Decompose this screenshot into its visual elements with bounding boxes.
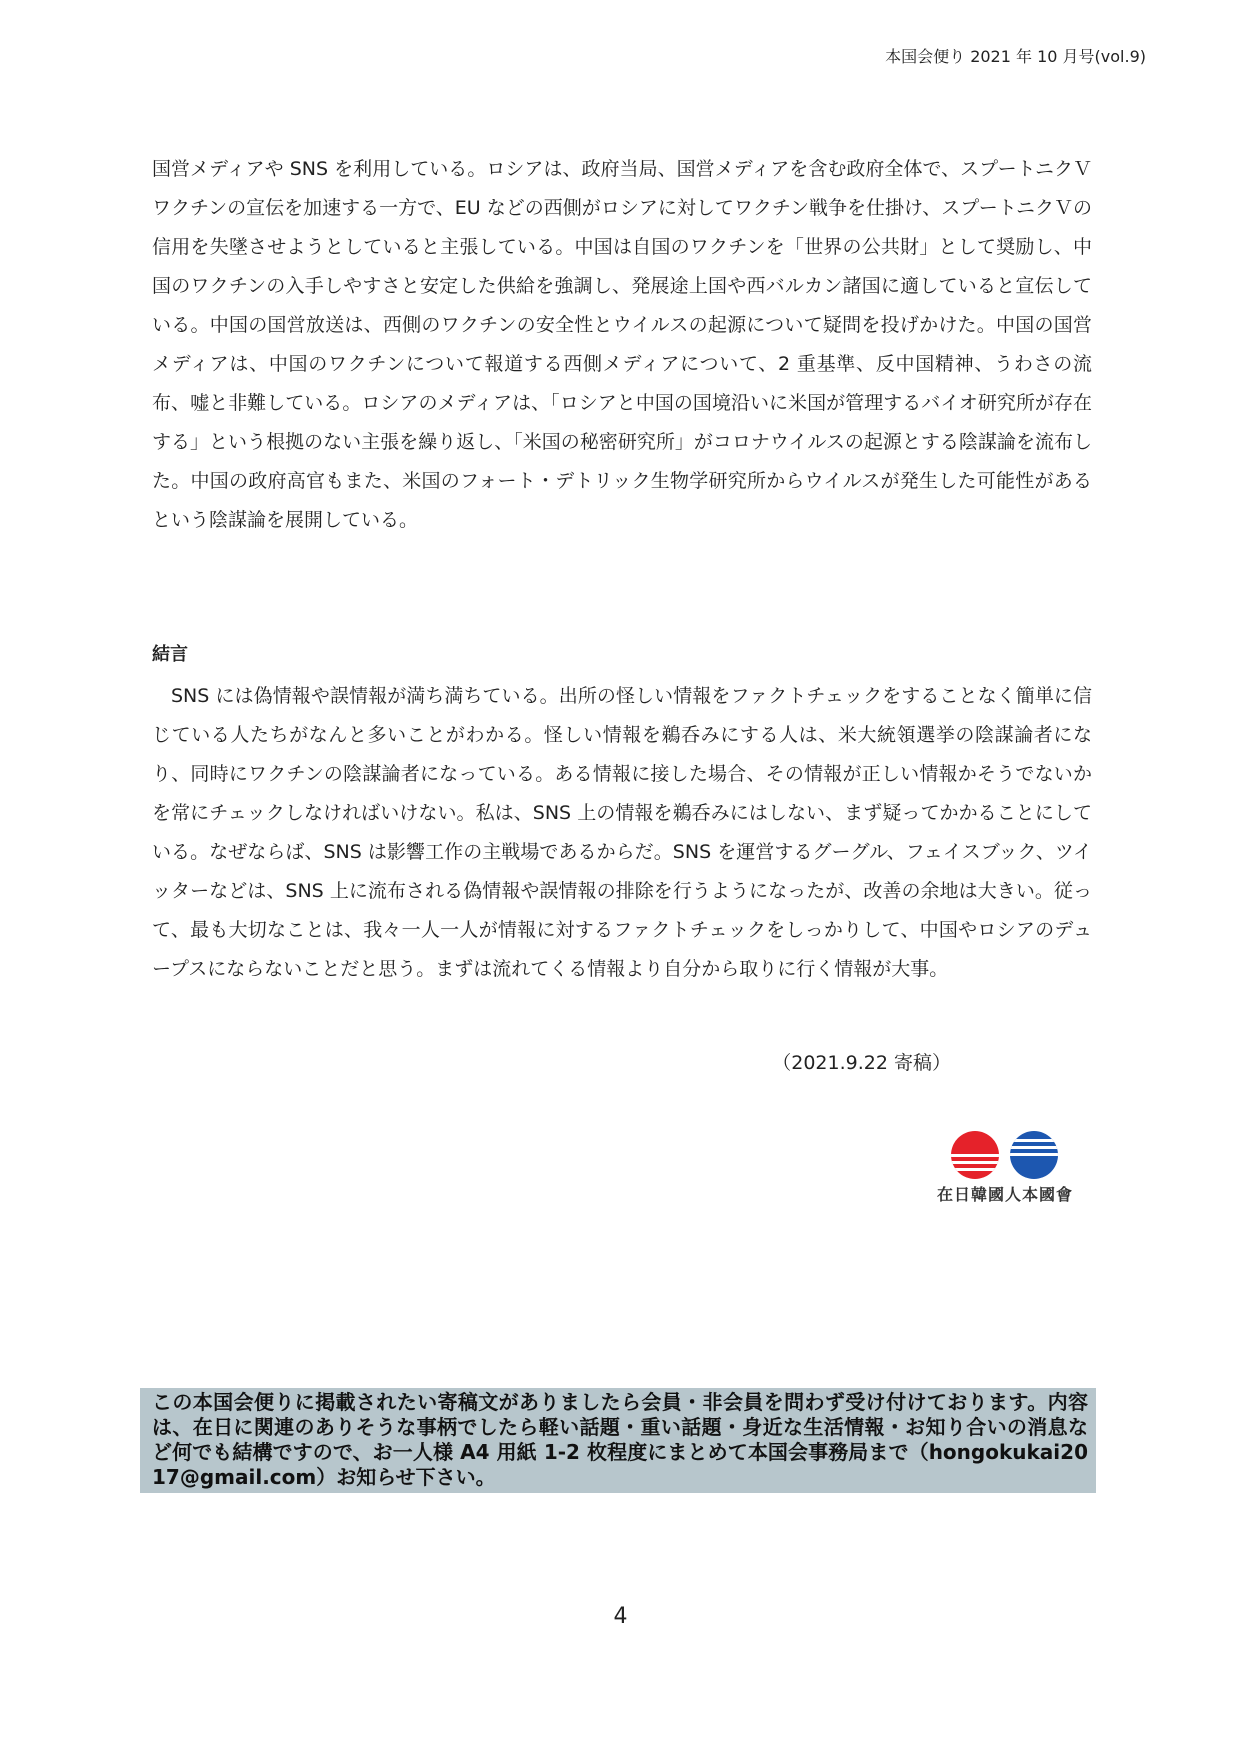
- conclusion-paragraph: SNS には偽情報や誤情報が満ち満ちている。出所の怪しい情報をファクトチェックをすることなく簡単に信じている人たちがなんと多いことがわかる。怪しい情報を鵜呑みにする人は、米大統領選挙の陰謀論者になり、同時にワクチンの陰謀論者になっている。ある情報に接した場合、その情報が正しい情報かそうでないかを常にチェックしなければいけない。私は、SNS 上の情報を鵜呑みにはしない、まず疑ってかかることにしている。なぜならば、SNS は影響工作の主戦場であるからだ。SNS を運営するグーグル、フェイスブック、ツイッターなどは、SNS 上に流布される偽情報や誤情報の排除を行うようになったが、改善の余地は大きい。従って、最も大切なことは、我々一人一人が情報に対するファクトチェックをしっかりして、中国やロシアのデュープスにならないことだと思う。まずは流れてくる情報より自分から取りに行く情報が大事。: [152, 685, 1092, 980]
- organization-logo: [920, 1130, 1090, 1210]
- page-number: 4: [613, 1604, 628, 1629]
- contribution-date: （2021.9.22 寄稿）: [772, 1052, 951, 1074]
- body-paragraph: 国営メディアや SNS を利用している。ロシアは、政府当局、国営メディアを含む政府全体で、スプートニクＶワクチンの宣伝を加速する一方で、EU などの西側がロシアに対してワクチン戦争を仕掛け、スプートニクＶの信用を失墜させようとしていると主張している。中国は自国のワクチンを「世界の公共財」として奨励し、中国のワクチンの入手しやすさと安定した供給を強調し、発展途上国や西バルカン諸国に適していると宣伝している。中国の国営放送は、西側のワクチンの安全性とウイルスの起源について疑問を投げかけた。中国の国営メディアは、中国のワクチンについて報道する西側メディアについて、2 重基準、反中国精神、うわさの流布、嘘と非難している。ロシアのメディアは、「ロシアと中国の国境沿いに米国が管理するバイオ研究所が存在する」という根拠のない主張を繰り返し、「米国の秘密研究所」がコロナウイルスの起源とする陰謀論を流布した。中国の政府高官もまた、米国のフォート・デトリック生物学研究所からウイルスが発生した可能性があるという陰謀論を展開している。: [152, 158, 1092, 531]
- submission-notice: この本国会便りに掲載されたい寄稿文がありましたら会員・非会員を問わず受け付けております。内容は、在日に関連のありそうな事柄でしたら軽い話題・重い話題・身近な生活情報・お知り合いの消息など何でも結構ですので、お一人様 A4 用紙 1-2 枚程度にまとめて本国会事務局まで（hongokukai2017@gmail.com）お知らせ下さい。: [140, 1388, 1096, 1493]
- logo-text: 在日韓國人本國會: [936, 1185, 1073, 1204]
- logo-circles-icon: [950, 1130, 1060, 1180]
- publication-header: 本国会便り 2021 年 10 月号(vol.9): [885, 47, 1146, 66]
- section-heading: 結言: [152, 644, 188, 665]
